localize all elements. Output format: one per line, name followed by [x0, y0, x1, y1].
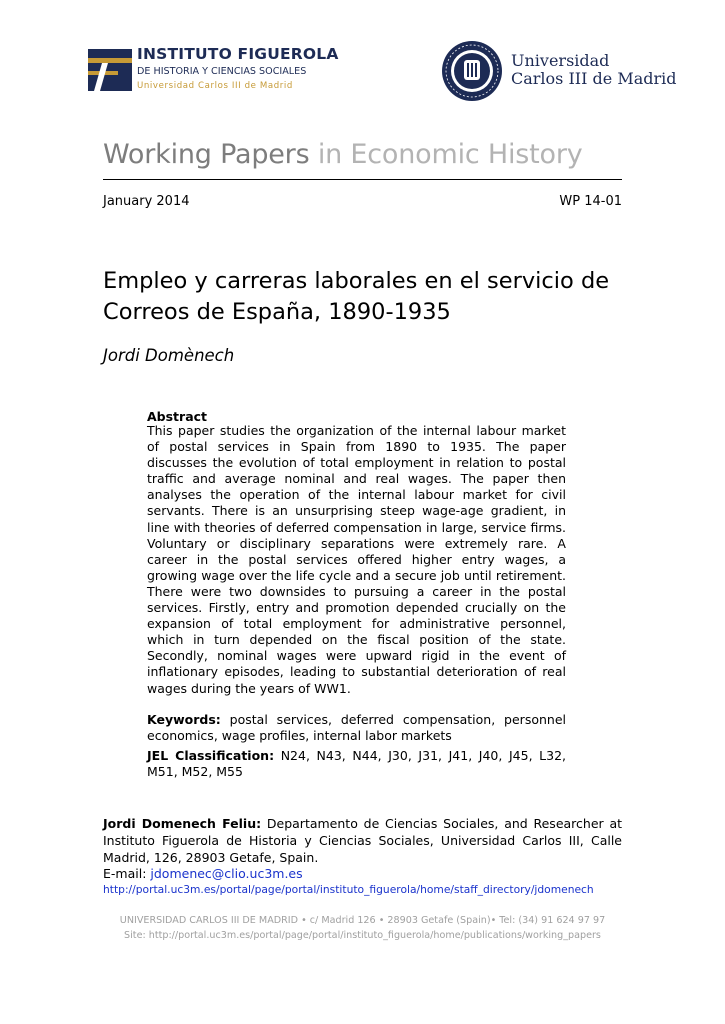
staff-url-link[interactable]: http://portal.uc3m.es/portal/page/portal/instituto_figuerola/home/staff_directory/jdomenech — [103, 883, 594, 896]
keywords-text: postal services, deferred compensation, personnel economics, wage profiles, internal labor markets — [147, 712, 566, 744]
abstract-text: This paper studies the organization of the internal labour market of postal services in Spain from 1890 to 1935. The paper discusses the evolution of total employment in relation to postal traffic and average nominal and real wages. The paper then analyses the operation of the internal labour market for civil servants. There is an unsurprising steep wage-age gradient, in line with theories of deferred compensation in large, service firms. Voluntary or disciplinary separations were extremely rare. A career in the postal services offered higher entry wages, a growing wage over the life cycle and a secure job until retirement. There were two downsides to pursuing a career in the postal services. Firstly, entry and promotion depended crucially on the expansion of total employment for administrative personnel, which in turn depended on the fiscal position of the state. Secondly, nominal wages were upward rigid in the event of inflationary episodes, leading to substantial deterioration of real wages during the years of WW1. — [147, 423, 566, 696]
uc3m-seal-icon — [441, 40, 503, 102]
uc3m-logo-line2: Carlos III de Madrid — [511, 69, 677, 88]
jel-classification — [147, 748, 566, 780]
figuerola-logo-title: INSTITUTO FIGUEROLA — [137, 45, 339, 63]
paper-title: Empleo y carreras laborales en el servicio de Correos de España, 1890-1935 — [103, 268, 610, 325]
figuerola-logo-university: Universidad Carlos III de Madrid — [137, 81, 293, 91]
jel-text: N24, N43, N44, J30, J31, J41, J40, J45, L32, M51, M52, M55 — [147, 748, 567, 780]
paper-author: Jordi Domènech — [103, 346, 235, 365]
abstract-heading: Abstract — [147, 409, 208, 424]
keywords-label: Keywords: — [147, 712, 221, 727]
uc3m-logo-text — [511, 52, 677, 88]
email-link[interactable]: jdomenec@clio.uc3m.es — [150, 866, 303, 881]
jel-label: JEL Classification: — [147, 748, 275, 763]
keywords — [147, 712, 566, 744]
title-divider — [103, 179, 622, 180]
email-label: E-mail: — [103, 866, 151, 881]
publication-date: January 2014 — [103, 194, 190, 209]
affiliation-text: Departamento de Ciencias Sociales, and Researcher at Instituto Figuerola de Historia y Ciencias Sociales, Universidad Carlos III, Calle Madrid, 126, 28903 Getafe, Spain. — [103, 816, 623, 866]
author-affiliation — [103, 815, 622, 867]
affiliation-name: Jordi Domenech Feliu: — [103, 816, 262, 831]
working-paper-number: WP 14-01 — [559, 194, 622, 209]
figuerola-logo-icon — [88, 49, 132, 91]
footer-address: UNIVERSIDAD CARLOS III DE MADRID • c/ Madrid 126 • 28903 Getafe (Spain)• Tel: (34) 91 624 97 97 — [119, 915, 606, 926]
footer-site: Site: http://portal.uc3m.es/portal/page/portal/instituto_figuerola/home/publications/working_papers — [124, 930, 601, 941]
series-title-part1: Working Papers — [103, 139, 310, 170]
series-title — [103, 139, 583, 170]
figuerola-logo-subtitle: DE HISTORIA Y CIENCIAS SOCIALES — [137, 66, 307, 77]
uc3m-logo-line1: Universidad — [511, 51, 610, 70]
series-title-part2: in Economic History — [309, 139, 583, 170]
author-email — [103, 866, 303, 881]
